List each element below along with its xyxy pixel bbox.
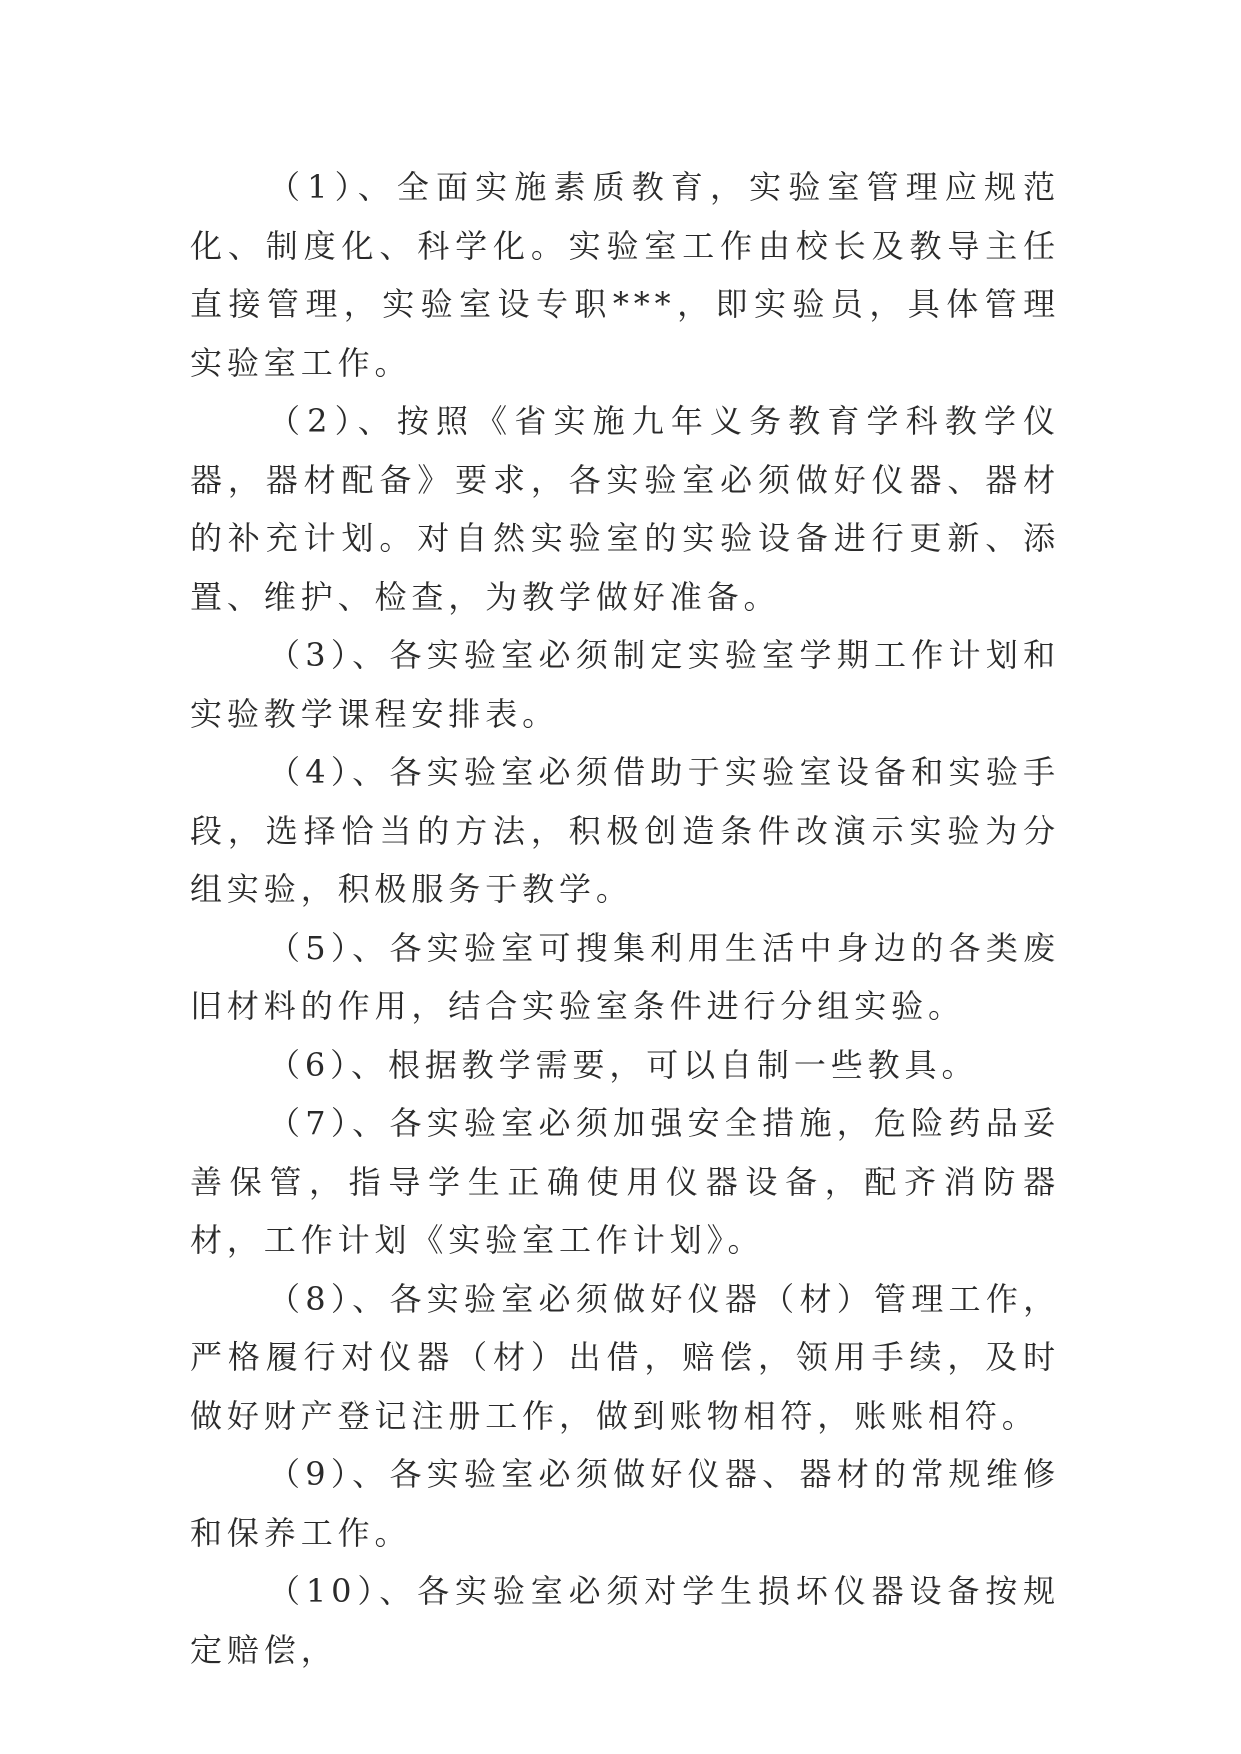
paragraph-5: （5）、各实验室可搜集利用生活中身边的各类废旧材料的作用，结合实验室条件进行分组实验。 (190, 928, 1060, 1025)
paragraph-4: （4）、各实验室必须借助于实验室设备和实验手段，选择恰当的方法，积极创造条件改演示实验为分组实验，积极服务于教学。 (190, 753, 1060, 908)
paragraph-10: （10）、各实验室必须对学生损坏仪器设备按规定赔偿， (190, 1572, 1060, 1669)
paragraph-9: （9）、各实验室必须做好仪器、器材的常规维修和保养工作。 (190, 1455, 1060, 1552)
paragraph-7: （7）、各实验室必须加强安全措施，危险药品妥善保管，指导学生正确使用仪器设备，配齐消防器材，工作计划《实验室工作计划》。 (190, 1104, 1060, 1259)
paragraph-8: （8）、各实验室必须做好仪器（材）管理工作，严格履行对仪器（材）出借，赔偿，领用手续，及时做好财产登记注册工作，做到账物相符，账账相符。 (190, 1279, 1060, 1435)
paragraph-3: （3）、各实验室必须制定实验室学期工作计划和实验教学课程安排表。 (190, 636, 1060, 733)
document-body (190, 158, 1060, 1679)
paragraph-2: （2）、按照《省实施九年义务教育学科教学仪器，器材配备》要求，各实验室必须做好仪器、器材的补充计划。对自然实验室的实验设备进行更新、添置、维护、检查，为教学做好准备。 (190, 402, 1060, 616)
paragraph-6: （6）、根据教学需要，可以自制一些教具。 (268, 1045, 979, 1084)
paragraph-1: （1）、全面实施素质教育，实验室管理应规范化、制度化、科学化。实验室工作由校长及教导主任直接管理，实验室设专职***，即实验员，具体管理实验室工作。 (190, 168, 1060, 382)
